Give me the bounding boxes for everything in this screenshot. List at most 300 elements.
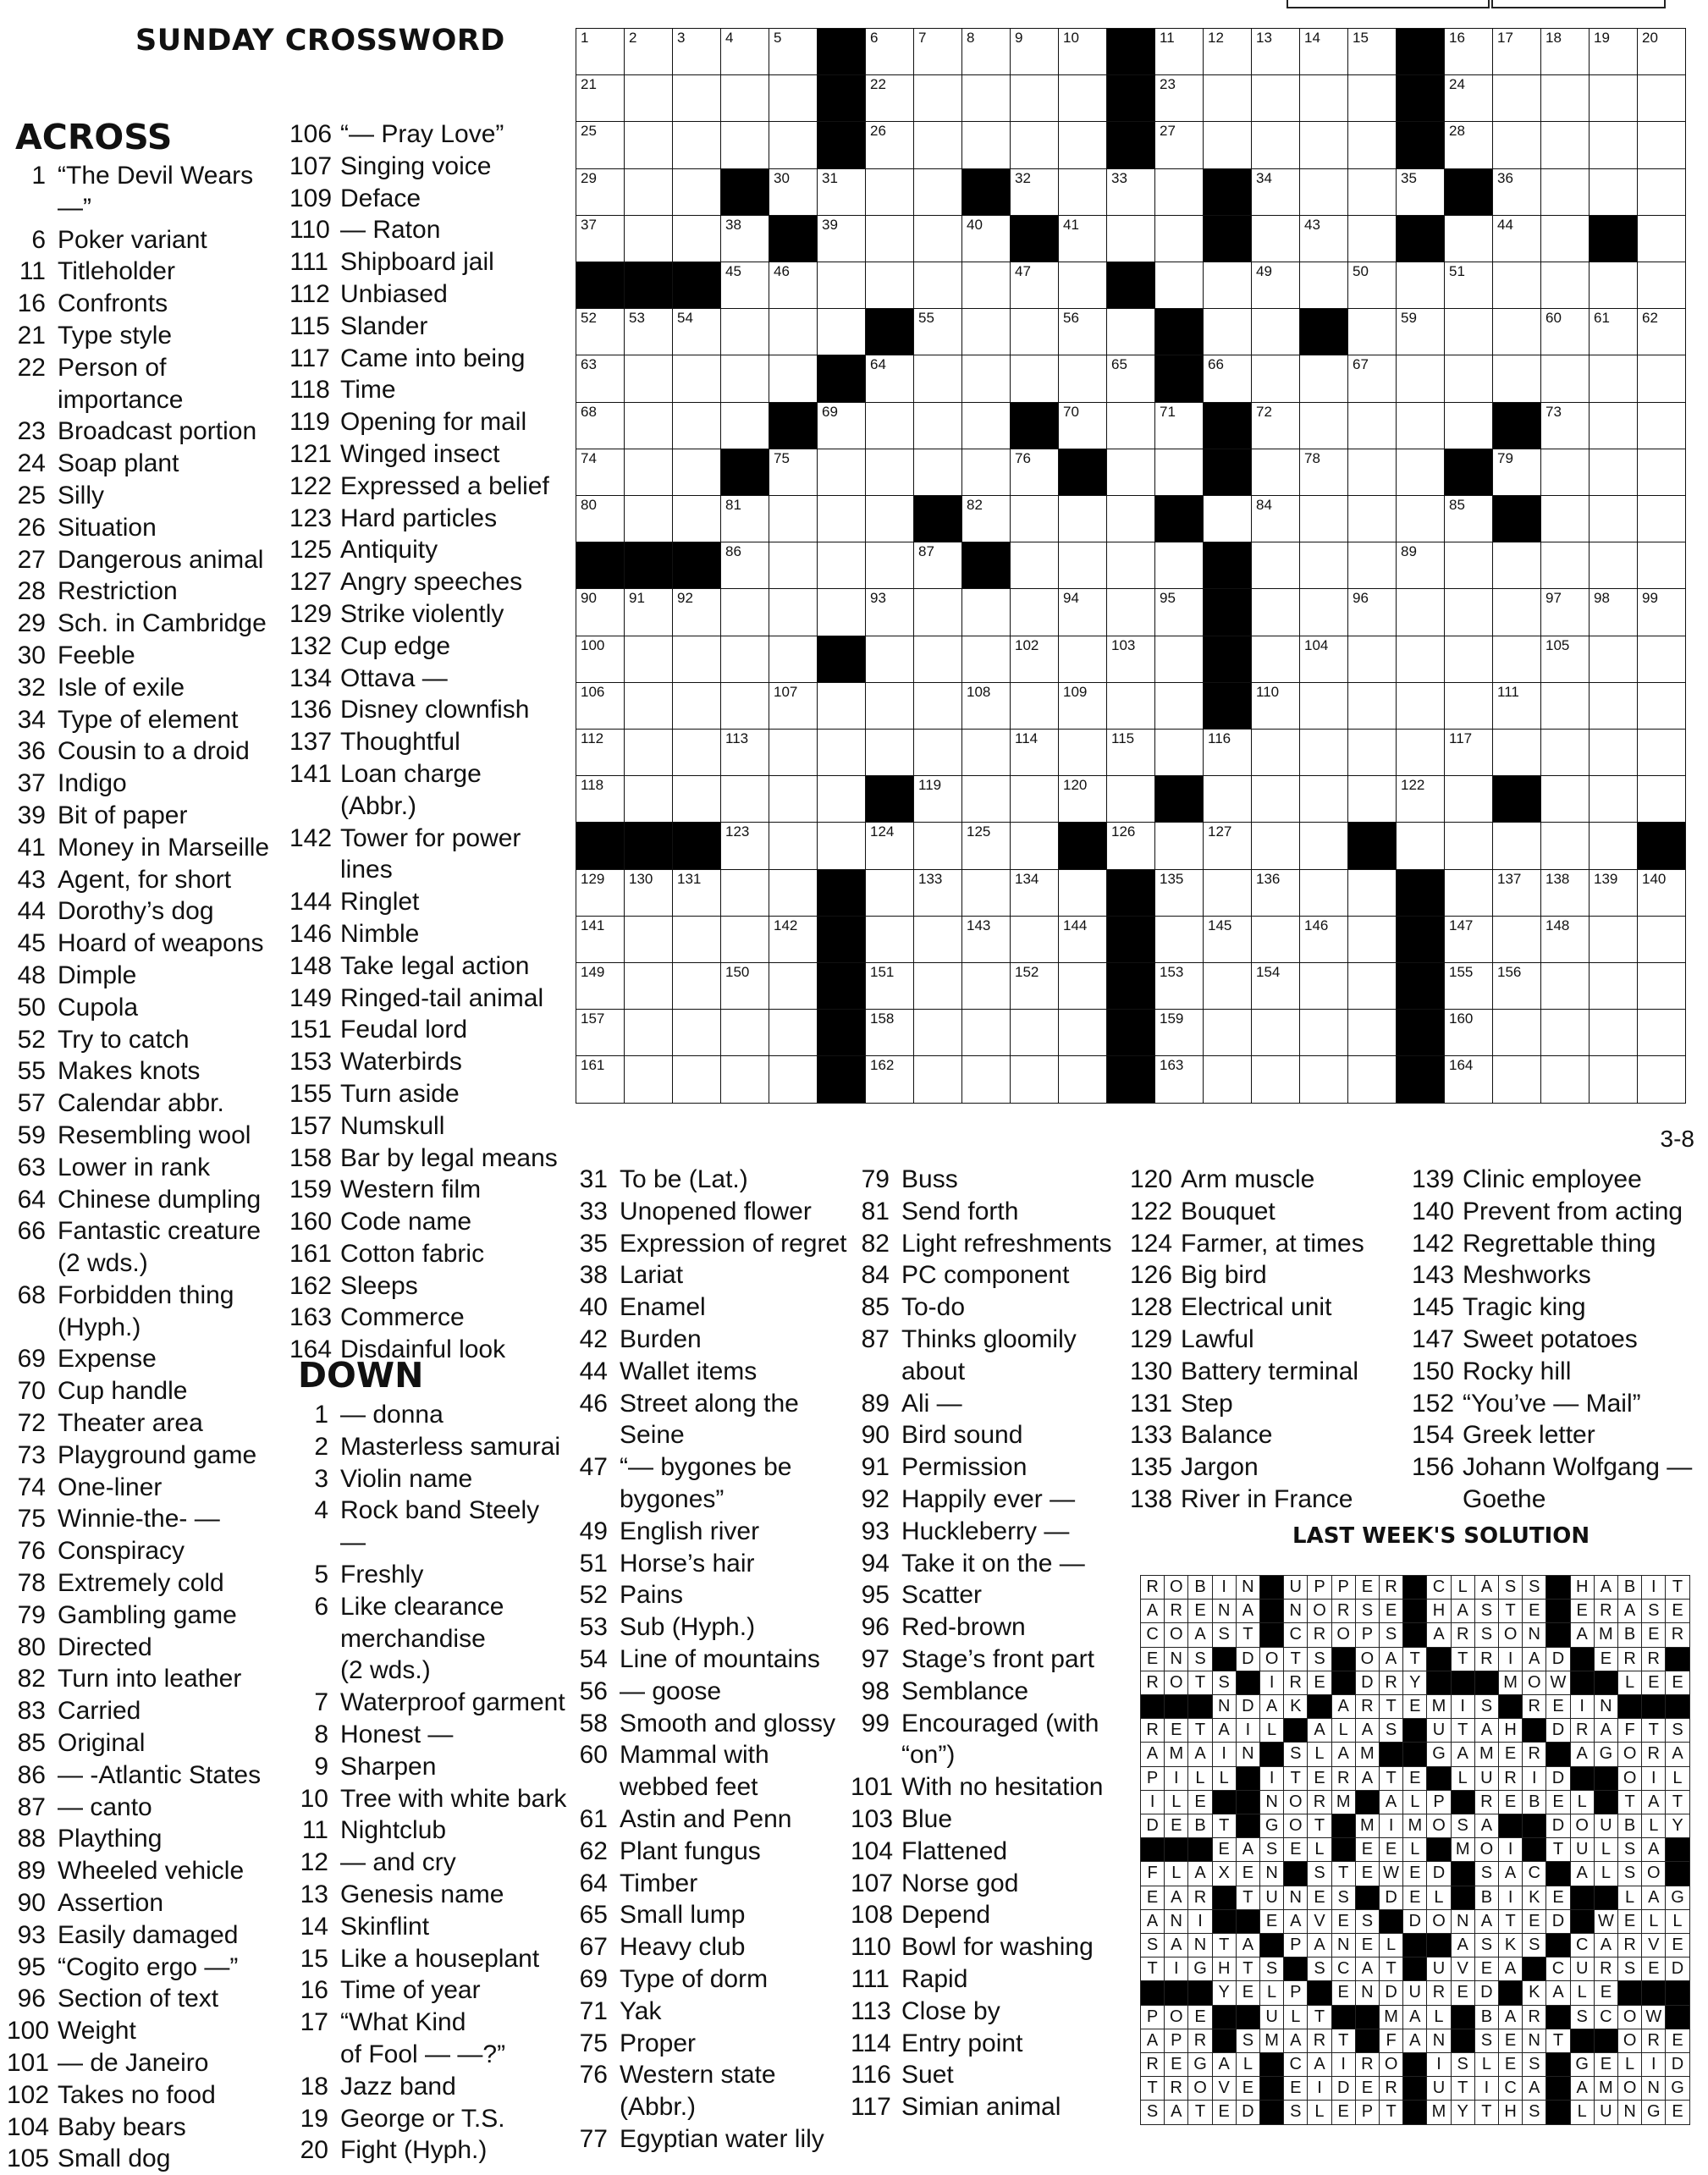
grid-cell[interactable]	[1492, 308, 1541, 355]
grid-cell[interactable]	[769, 588, 818, 636]
grid-cell[interactable]	[1251, 121, 1300, 168]
grid-cell[interactable]	[1589, 28, 1638, 75]
grid-cell[interactable]	[1396, 682, 1445, 730]
grid-cell[interactable]	[1637, 355, 1686, 402]
grid-cell[interactable]	[1637, 449, 1686, 496]
grid-cell[interactable]	[865, 74, 914, 122]
grid-cell[interactable]	[1492, 1055, 1541, 1103]
grid-cell[interactable]	[624, 962, 673, 1010]
grid-cell[interactable]	[1540, 916, 1590, 963]
grid-cell[interactable]	[913, 449, 962, 496]
grid-cell[interactable]	[624, 1009, 673, 1056]
grid-cell[interactable]	[1540, 215, 1590, 262]
grid-cell[interactable]	[817, 308, 866, 355]
grid-cell[interactable]	[1251, 262, 1300, 309]
grid-cell[interactable]	[576, 355, 625, 402]
grid-cell[interactable]	[1203, 355, 1252, 402]
grid-cell[interactable]	[1637, 1009, 1686, 1056]
grid-cell[interactable]	[961, 1055, 1011, 1103]
grid-cell[interactable]	[1589, 121, 1638, 168]
grid-cell[interactable]	[1540, 308, 1590, 355]
grid-cell[interactable]	[1637, 402, 1686, 449]
grid-cell[interactable]	[1444, 74, 1493, 122]
grid-cell[interactable]	[913, 775, 962, 823]
grid-cell[interactable]	[817, 588, 866, 636]
grid-cell[interactable]	[576, 402, 625, 449]
grid-cell[interactable]	[913, 262, 962, 309]
grid-cell[interactable]	[1010, 121, 1059, 168]
grid-cell[interactable]	[1589, 636, 1638, 683]
grid-cell[interactable]	[1589, 495, 1638, 542]
grid-cell[interactable]	[1106, 449, 1155, 496]
grid-cell[interactable]	[1347, 215, 1397, 262]
grid-cell[interactable]	[720, 308, 769, 355]
grid-cell[interactable]	[672, 682, 721, 730]
grid-cell[interactable]	[865, 542, 914, 589]
grid-cell[interactable]	[672, 869, 721, 917]
grid-cell[interactable]	[817, 775, 866, 823]
grid-cell[interactable]	[769, 682, 818, 730]
grid-cell[interactable]	[624, 682, 673, 730]
grid-cell[interactable]	[720, 402, 769, 449]
grid-cell[interactable]	[1251, 402, 1300, 449]
grid-cell[interactable]	[1251, 1009, 1300, 1056]
grid-cell[interactable]	[1347, 636, 1397, 683]
grid-cell[interactable]	[1154, 215, 1204, 262]
grid-cell[interactable]	[1589, 775, 1638, 823]
grid-cell[interactable]	[576, 775, 625, 823]
grid-cell[interactable]	[672, 215, 721, 262]
grid-cell[interactable]	[1058, 121, 1107, 168]
grid-cell[interactable]	[1540, 822, 1590, 869]
grid-cell[interactable]	[1299, 1055, 1348, 1103]
grid-cell[interactable]	[1154, 729, 1204, 776]
grid-cell[interactable]	[1106, 168, 1155, 216]
grid-cell[interactable]	[624, 74, 673, 122]
grid-cell[interactable]	[672, 495, 721, 542]
grid-cell[interactable]	[1492, 822, 1541, 869]
grid-cell[interactable]	[769, 916, 818, 963]
grid-cell[interactable]	[1396, 636, 1445, 683]
grid-cell[interactable]	[1203, 262, 1252, 309]
grid-cell[interactable]	[769, 355, 818, 402]
grid-cell[interactable]	[1154, 1055, 1204, 1103]
grid-cell[interactable]	[961, 822, 1011, 869]
grid-cell[interactable]	[1010, 28, 1059, 75]
grid-cell[interactable]	[769, 729, 818, 776]
grid-cell[interactable]	[1347, 916, 1397, 963]
grid-cell[interactable]	[720, 962, 769, 1010]
grid-cell[interactable]	[865, 682, 914, 730]
grid-cell[interactable]	[1106, 495, 1155, 542]
grid-cell[interactable]	[1106, 355, 1155, 402]
grid-cell[interactable]	[769, 775, 818, 823]
grid-cell[interactable]	[913, 636, 962, 683]
grid-cell[interactable]	[1540, 402, 1590, 449]
grid-cell[interactable]	[1058, 168, 1107, 216]
grid-cell[interactable]	[1251, 869, 1300, 917]
grid-cell[interactable]	[961, 74, 1011, 122]
grid-cell[interactable]	[1203, 822, 1252, 869]
grid-cell[interactable]	[720, 775, 769, 823]
grid-cell[interactable]	[1637, 542, 1686, 589]
grid-cell[interactable]	[865, 1055, 914, 1103]
grid-cell[interactable]	[576, 449, 625, 496]
grid-cell[interactable]	[720, 1009, 769, 1056]
grid-cell[interactable]	[1637, 682, 1686, 730]
grid-cell[interactable]	[769, 121, 818, 168]
grid-cell[interactable]	[961, 402, 1011, 449]
grid-cell[interactable]	[1154, 402, 1204, 449]
grid-cell[interactable]	[1540, 495, 1590, 542]
grid-cell[interactable]	[576, 1009, 625, 1056]
grid-cell[interactable]	[720, 869, 769, 917]
grid-cell[interactable]	[1154, 588, 1204, 636]
grid-cell[interactable]	[769, 28, 818, 75]
grid-cell[interactable]	[624, 215, 673, 262]
grid-cell[interactable]	[576, 308, 625, 355]
grid-cell[interactable]	[1010, 355, 1059, 402]
grid-cell[interactable]	[1637, 168, 1686, 216]
grid-cell[interactable]	[576, 1055, 625, 1103]
grid-cell[interactable]	[769, 308, 818, 355]
grid-cell[interactable]	[1299, 402, 1348, 449]
grid-cell[interactable]	[1589, 168, 1638, 216]
grid-cell[interactable]	[961, 869, 1011, 917]
grid-cell[interactable]	[961, 682, 1011, 730]
grid-cell[interactable]	[1106, 822, 1155, 869]
grid-cell[interactable]	[720, 495, 769, 542]
grid-cell[interactable]	[769, 869, 818, 917]
grid-cell[interactable]	[1154, 542, 1204, 589]
grid-cell[interactable]	[576, 916, 625, 963]
grid-cell[interactable]	[961, 962, 1011, 1010]
grid-cell[interactable]	[1444, 215, 1493, 262]
grid-cell[interactable]	[1396, 262, 1445, 309]
grid-cell[interactable]	[1299, 262, 1348, 309]
grid-cell[interactable]	[1347, 775, 1397, 823]
grid-cell[interactable]	[672, 168, 721, 216]
grid-cell[interactable]	[1106, 682, 1155, 730]
grid-cell[interactable]	[1251, 215, 1300, 262]
grid-cell[interactable]	[1058, 28, 1107, 75]
grid-cell[interactable]	[720, 262, 769, 309]
grid-cell[interactable]	[1154, 1009, 1204, 1056]
grid-cell[interactable]	[1106, 636, 1155, 683]
grid-cell[interactable]	[1589, 262, 1638, 309]
grid-cell[interactable]	[1251, 636, 1300, 683]
grid-cell[interactable]	[1637, 262, 1686, 309]
grid-cell[interactable]	[1492, 355, 1541, 402]
grid-cell[interactable]	[1347, 682, 1397, 730]
grid-cell[interactable]	[1010, 1009, 1059, 1056]
grid-cell[interactable]	[1492, 916, 1541, 963]
grid-cell[interactable]	[1058, 495, 1107, 542]
grid-cell[interactable]	[1203, 869, 1252, 917]
grid-cell[interactable]	[624, 449, 673, 496]
grid-cell[interactable]	[1010, 1055, 1059, 1103]
grid-cell[interactable]	[769, 74, 818, 122]
grid-cell[interactable]	[769, 636, 818, 683]
grid-cell[interactable]	[1154, 636, 1204, 683]
grid-cell[interactable]	[1203, 74, 1252, 122]
grid-cell[interactable]	[961, 588, 1011, 636]
grid-cell[interactable]	[913, 355, 962, 402]
grid-cell[interactable]	[1154, 682, 1204, 730]
grid-cell[interactable]	[1444, 262, 1493, 309]
grid-cell[interactable]	[1589, 542, 1638, 589]
grid-cell[interactable]	[1010, 588, 1059, 636]
grid-cell[interactable]	[1154, 121, 1204, 168]
grid-cell[interactable]	[672, 402, 721, 449]
grid-cell[interactable]	[1444, 636, 1493, 683]
grid-cell[interactable]	[624, 729, 673, 776]
grid-cell[interactable]	[1540, 542, 1590, 589]
grid-cell[interactable]	[576, 636, 625, 683]
grid-cell[interactable]	[865, 636, 914, 683]
grid-cell[interactable]	[1492, 869, 1541, 917]
grid-cell[interactable]	[672, 729, 721, 776]
grid-cell[interactable]	[1251, 542, 1300, 589]
grid-cell[interactable]	[913, 28, 962, 75]
grid-cell[interactable]	[720, 74, 769, 122]
grid-cell[interactable]	[1637, 308, 1686, 355]
grid-cell[interactable]	[1589, 729, 1638, 776]
grid-cell[interactable]	[865, 822, 914, 869]
grid-cell[interactable]	[720, 636, 769, 683]
grid-cell[interactable]	[817, 495, 866, 542]
grid-cell[interactable]	[961, 729, 1011, 776]
grid-cell[interactable]	[1203, 962, 1252, 1010]
grid-cell[interactable]	[817, 822, 866, 869]
grid-cell[interactable]	[1396, 729, 1445, 776]
grid-cell[interactable]	[1010, 822, 1059, 869]
grid-cell[interactable]	[1540, 262, 1590, 309]
grid-cell[interactable]	[1492, 168, 1541, 216]
grid-cell[interactable]	[913, 121, 962, 168]
grid-cell[interactable]	[1299, 449, 1348, 496]
grid-cell[interactable]	[1203, 729, 1252, 776]
grid-cell[interactable]	[1299, 121, 1348, 168]
grid-cell[interactable]	[1492, 262, 1541, 309]
grid-cell[interactable]	[1637, 729, 1686, 776]
grid-cell[interactable]	[1347, 355, 1397, 402]
grid-cell[interactable]	[1058, 402, 1107, 449]
grid-cell[interactable]	[961, 355, 1011, 402]
grid-cell[interactable]	[1637, 588, 1686, 636]
grid-cell[interactable]	[913, 542, 962, 589]
grid-cell[interactable]	[1492, 215, 1541, 262]
grid-cell[interactable]	[1347, 962, 1397, 1010]
grid-cell[interactable]	[720, 916, 769, 963]
grid-cell[interactable]	[817, 262, 866, 309]
grid-cell[interactable]	[961, 308, 1011, 355]
grid-cell[interactable]	[865, 729, 914, 776]
grid-cell[interactable]	[1347, 74, 1397, 122]
grid-cell[interactable]	[720, 822, 769, 869]
grid-cell[interactable]	[1444, 822, 1493, 869]
grid-cell[interactable]	[720, 28, 769, 75]
grid-cell[interactable]	[624, 775, 673, 823]
grid-cell[interactable]	[817, 402, 866, 449]
grid-cell[interactable]	[817, 542, 866, 589]
grid-cell[interactable]	[865, 215, 914, 262]
grid-cell[interactable]	[576, 588, 625, 636]
grid-cell[interactable]	[1589, 822, 1638, 869]
grid-cell[interactable]	[1347, 542, 1397, 589]
grid-cell[interactable]	[1540, 449, 1590, 496]
grid-cell[interactable]	[1251, 495, 1300, 542]
grid-cell[interactable]	[624, 355, 673, 402]
grid-cell[interactable]	[1396, 449, 1445, 496]
grid-cell[interactable]	[1444, 495, 1493, 542]
grid-cell[interactable]	[1347, 121, 1397, 168]
grid-cell[interactable]	[1299, 588, 1348, 636]
grid-cell[interactable]	[1058, 588, 1107, 636]
grid-cell[interactable]	[1251, 588, 1300, 636]
grid-cell[interactable]	[769, 1055, 818, 1103]
grid-cell[interactable]	[913, 1055, 962, 1103]
grid-cell[interactable]	[1058, 729, 1107, 776]
grid-cell[interactable]	[1540, 74, 1590, 122]
grid-cell[interactable]	[1010, 869, 1059, 917]
grid-cell[interactable]	[1347, 1055, 1397, 1103]
grid-cell[interactable]	[1444, 588, 1493, 636]
grid-cell[interactable]	[1010, 74, 1059, 122]
grid-cell[interactable]	[1251, 682, 1300, 730]
grid-cell[interactable]	[1010, 308, 1059, 355]
grid-cell[interactable]	[672, 916, 721, 963]
grid-cell[interactable]	[1058, 962, 1107, 1010]
grid-cell[interactable]	[720, 682, 769, 730]
grid-cell[interactable]	[769, 822, 818, 869]
grid-cell[interactable]	[1589, 402, 1638, 449]
grid-cell[interactable]	[1396, 588, 1445, 636]
grid-cell[interactable]	[672, 588, 721, 636]
grid-cell[interactable]	[720, 729, 769, 776]
grid-cell[interactable]	[1058, 262, 1107, 309]
grid-cell[interactable]	[1058, 916, 1107, 963]
grid-cell[interactable]	[1492, 588, 1541, 636]
grid-cell[interactable]	[865, 262, 914, 309]
grid-cell[interactable]	[1444, 1055, 1493, 1103]
grid-cell[interactable]	[865, 869, 914, 917]
grid-cell[interactable]	[1444, 308, 1493, 355]
grid-cell[interactable]	[1492, 121, 1541, 168]
grid-cell[interactable]	[624, 1055, 673, 1103]
grid-cell[interactable]	[1299, 916, 1348, 963]
grid-cell[interactable]	[769, 1009, 818, 1056]
grid-cell[interactable]	[961, 916, 1011, 963]
grid-cell[interactable]	[1010, 682, 1059, 730]
grid-cell[interactable]	[624, 402, 673, 449]
grid-cell[interactable]	[720, 1055, 769, 1103]
grid-cell[interactable]	[1589, 962, 1638, 1010]
grid-cell[interactable]	[1540, 729, 1590, 776]
grid-cell[interactable]	[913, 916, 962, 963]
grid-cell[interactable]	[913, 74, 962, 122]
grid-cell[interactable]	[1540, 869, 1590, 917]
grid-cell[interactable]	[1106, 775, 1155, 823]
grid-cell[interactable]	[1010, 729, 1059, 776]
grid-cell[interactable]	[1251, 822, 1300, 869]
grid-cell[interactable]	[865, 1009, 914, 1056]
grid-cell[interactable]	[913, 962, 962, 1010]
grid-cell[interactable]	[1058, 1055, 1107, 1103]
grid-cell[interactable]	[1637, 775, 1686, 823]
grid-cell[interactable]	[817, 168, 866, 216]
grid-cell[interactable]	[1299, 355, 1348, 402]
grid-cell[interactable]	[1251, 28, 1300, 75]
grid-cell[interactable]	[624, 121, 673, 168]
grid-cell[interactable]	[1251, 355, 1300, 402]
grid-cell[interactable]	[1058, 636, 1107, 683]
grid-cell[interactable]	[1106, 729, 1155, 776]
grid-cell[interactable]	[1203, 308, 1252, 355]
grid-cell[interactable]	[865, 495, 914, 542]
grid-cell[interactable]	[865, 402, 914, 449]
grid-cell[interactable]	[1299, 775, 1348, 823]
grid-cell[interactable]	[913, 729, 962, 776]
grid-cell[interactable]	[672, 449, 721, 496]
grid-cell[interactable]	[961, 495, 1011, 542]
grid-cell[interactable]	[1154, 822, 1204, 869]
grid-cell[interactable]	[624, 168, 673, 216]
grid-cell[interactable]	[624, 28, 673, 75]
grid-cell[interactable]	[1637, 962, 1686, 1010]
grid-cell[interactable]	[1540, 1009, 1590, 1056]
grid-cell[interactable]	[1203, 1055, 1252, 1103]
grid-cell[interactable]	[913, 822, 962, 869]
grid-cell[interactable]	[1444, 869, 1493, 917]
grid-cell[interactable]	[576, 729, 625, 776]
grid-cell[interactable]	[1492, 1009, 1541, 1056]
grid-cell[interactable]	[1396, 775, 1445, 823]
grid-cell[interactable]	[1347, 495, 1397, 542]
grid-cell[interactable]	[1203, 121, 1252, 168]
grid-cell[interactable]	[1010, 636, 1059, 683]
grid-cell[interactable]	[1058, 542, 1107, 589]
grid-cell[interactable]	[1106, 402, 1155, 449]
grid-cell[interactable]	[769, 495, 818, 542]
grid-cell[interactable]	[1540, 682, 1590, 730]
grid-cell[interactable]	[1347, 729, 1397, 776]
grid-cell[interactable]	[672, 636, 721, 683]
grid-cell[interactable]	[672, 1055, 721, 1103]
grid-cell[interactable]	[1396, 308, 1445, 355]
grid-cell[interactable]	[769, 449, 818, 496]
grid-cell[interactable]	[1347, 262, 1397, 309]
grid-cell[interactable]	[769, 962, 818, 1010]
grid-cell[interactable]	[1154, 168, 1204, 216]
grid-cell[interactable]	[576, 168, 625, 216]
grid-cell[interactable]	[720, 215, 769, 262]
grid-cell[interactable]	[913, 168, 962, 216]
grid-cell[interactable]	[1444, 775, 1493, 823]
grid-cell[interactable]	[1444, 962, 1493, 1010]
grid-cell[interactable]	[913, 588, 962, 636]
grid-cell[interactable]	[672, 1009, 721, 1056]
grid-cell[interactable]	[1058, 682, 1107, 730]
grid-cell[interactable]	[1106, 542, 1155, 589]
grid-cell[interactable]	[1637, 916, 1686, 963]
grid-cell[interactable]	[961, 262, 1011, 309]
grid-cell[interactable]	[576, 74, 625, 122]
grid-cell[interactable]	[1492, 28, 1541, 75]
grid-cell[interactable]	[672, 28, 721, 75]
grid-cell[interactable]	[961, 121, 1011, 168]
grid-cell[interactable]	[865, 449, 914, 496]
